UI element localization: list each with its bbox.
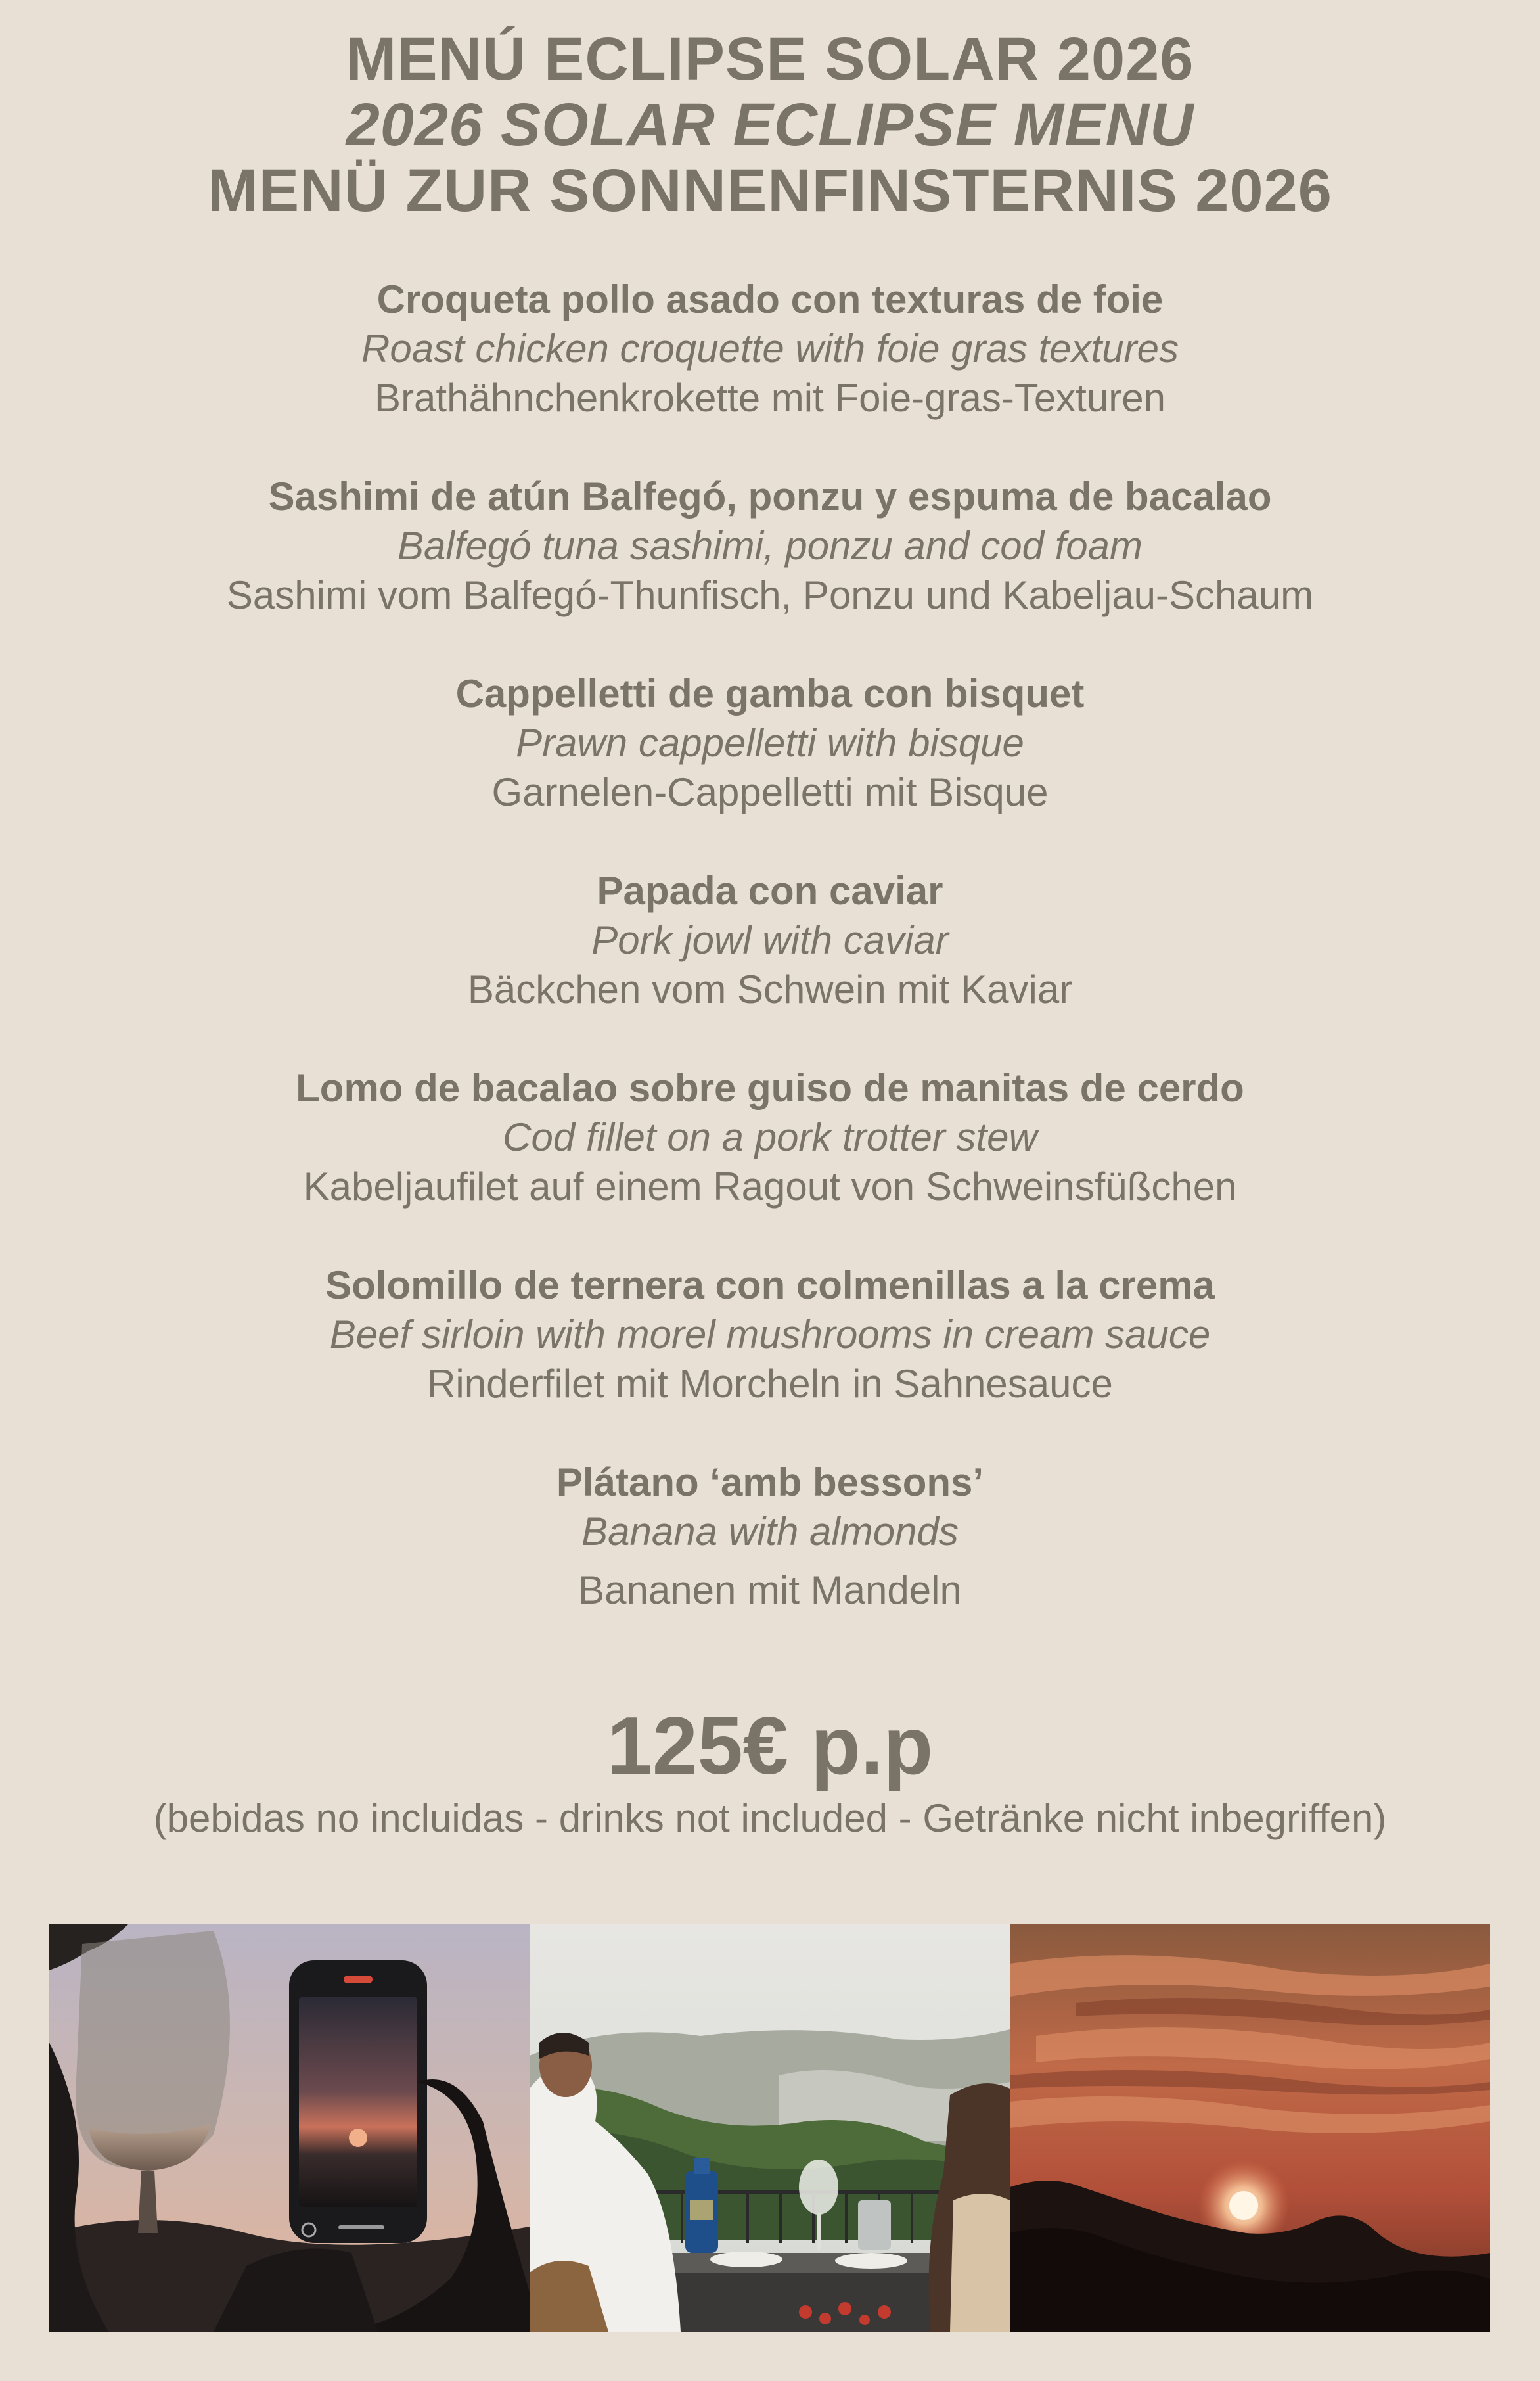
course-name-english: Banana with almonds xyxy=(581,1510,959,1554)
course-name-spanish: Plátano ‘amb bessons’ xyxy=(556,1460,984,1504)
course-name-spanish: Cappelletti de gamba con bisquet xyxy=(455,672,1085,716)
course-name-german: Bäckchen vom Schwein mit Kaviar xyxy=(467,967,1073,1011)
course-name-german: Brathähnchenkrokette mit Foie-gras-Texturen xyxy=(374,376,1166,420)
price-amount: 125€ p.p xyxy=(606,1701,934,1792)
course-name-spanish: Papada con caviar xyxy=(597,869,943,913)
course-name-spanish: Croqueta pollo asado con texturas de foie xyxy=(376,277,1164,321)
title-english: 2026 SOLAR ECLIPSE MENU xyxy=(346,91,1194,158)
price-section xyxy=(0,1697,1540,1841)
course-name-german: Sashimi vom Balfegó-Thunfisch, Ponzu und Kabeljau-Schaum xyxy=(226,573,1314,617)
sunset-phone-photo xyxy=(49,1924,530,2332)
sunset-sky-photo xyxy=(1010,1924,1490,2332)
course-name-german: Garnelen-Cappelletti mit Bisque xyxy=(491,770,1049,814)
course-name-english: Pork jowl with caviar xyxy=(591,918,949,962)
course-item xyxy=(0,1458,1540,1655)
course-list xyxy=(0,275,1540,1655)
title-spanish: MENÚ ECLIPSE SOLAR 2026 xyxy=(346,26,1194,93)
course-name-english: Beef sirloin with morel mushrooms in cream sauce xyxy=(329,1312,1211,1356)
course-name-english: Cod fillet on a pork trotter stew xyxy=(503,1115,1037,1159)
course-name-english: Balfegó tuna sashimi, ponzu and cod foam xyxy=(397,524,1143,568)
terrace-dinner-photo xyxy=(530,1924,1010,2332)
course-item xyxy=(0,1063,1540,1260)
course-item xyxy=(0,866,1540,1063)
course-name-english: Roast chicken croquette with foie gras textures xyxy=(361,327,1179,371)
photo-strip xyxy=(49,1924,1490,2332)
course-name-spanish: Solomillo de ternera con colmenillas a la crema xyxy=(325,1263,1215,1307)
course-item xyxy=(0,472,1540,669)
course-name-english: Prawn cappelletti with bisque xyxy=(516,721,1024,765)
course-item xyxy=(0,275,1540,472)
price-note: (bebidas no incluidas - drinks not included - Getränke nicht inbegriffen) xyxy=(153,1796,1387,1840)
course-item xyxy=(0,669,1540,866)
course-name-german: Rinderfilet mit Morcheln in Sahnesauce xyxy=(427,1362,1113,1406)
title-german: MENÜ ZUR SONNENFINSTERNIS 2026 xyxy=(208,157,1332,224)
course-name-german: Bananen mit Mandeln xyxy=(578,1568,962,1612)
course-item xyxy=(0,1260,1540,1458)
menu-title xyxy=(0,26,1540,223)
course-name-spanish: Sashimi de atún Balfegó, ponzu y espuma de bacalao xyxy=(268,474,1272,519)
course-name-german: Kabeljaufilet auf einem Ragout von Schweinsfüßchen xyxy=(303,1165,1237,1209)
course-name-spanish: Lomo de bacalao sobre guiso de manitas de cerdo xyxy=(296,1066,1244,1110)
